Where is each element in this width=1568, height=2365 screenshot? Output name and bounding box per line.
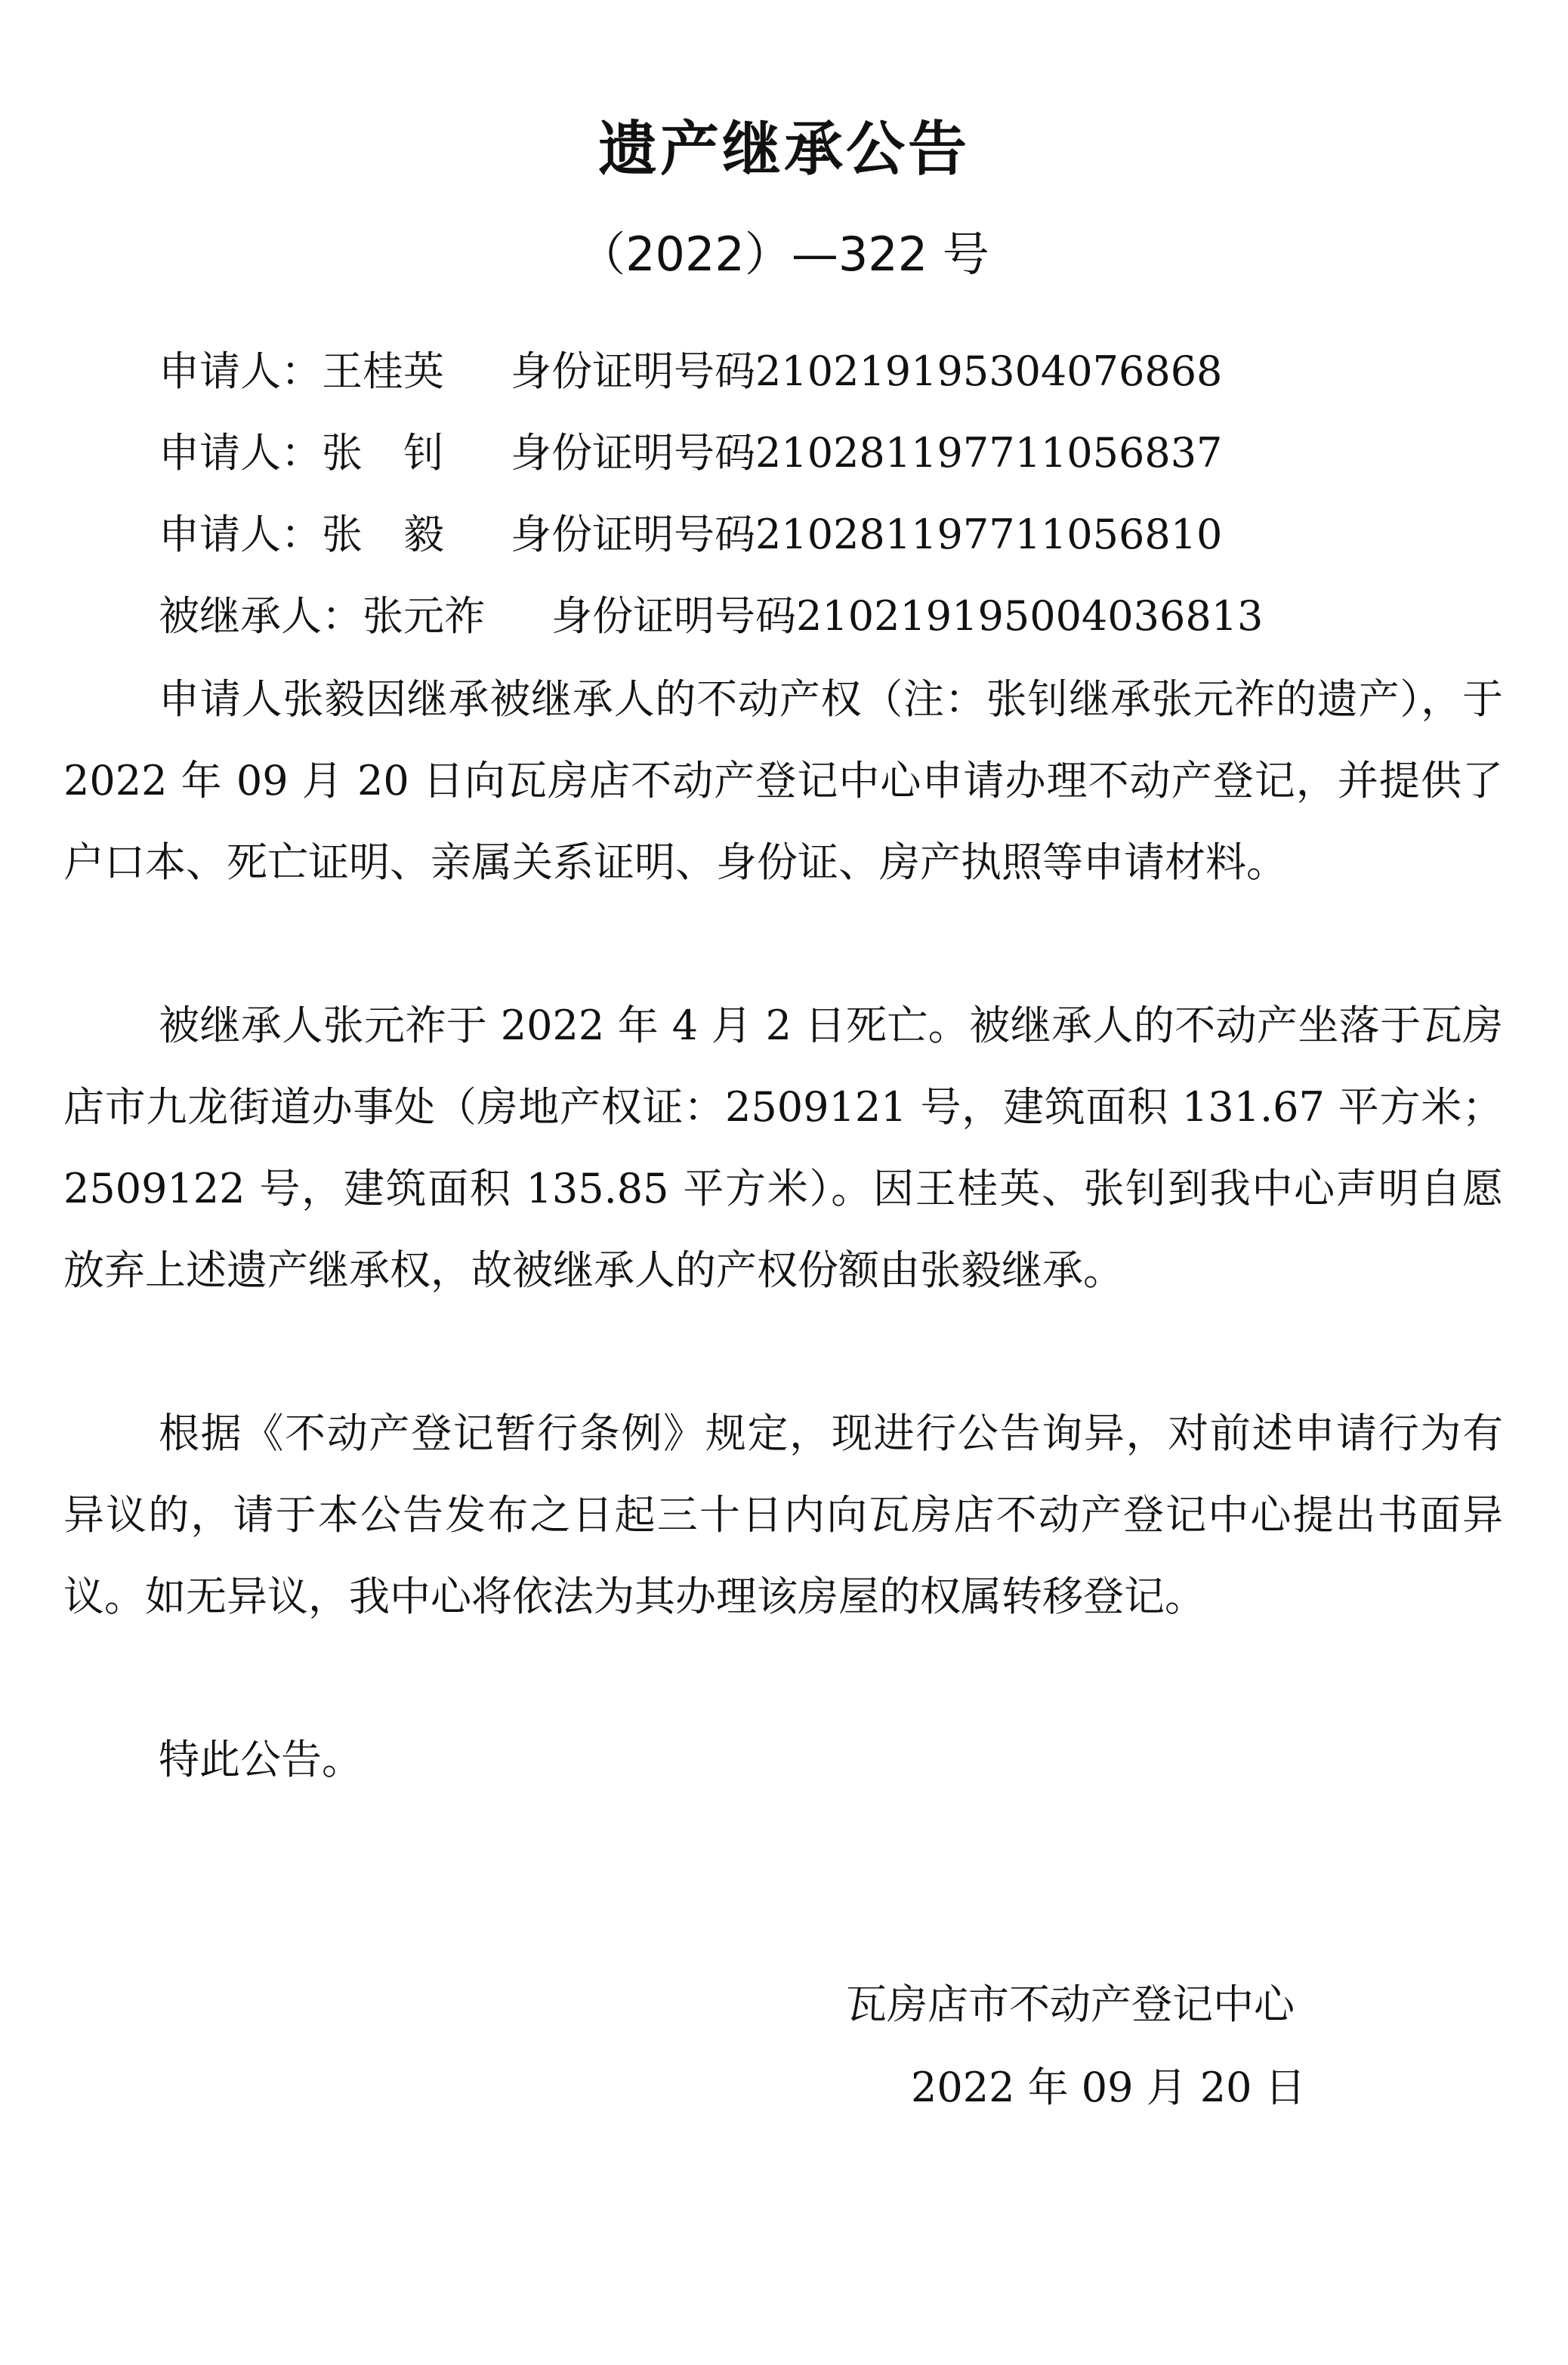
party-name: 王桂英: [322, 347, 444, 395]
party-line: [159, 505, 1222, 565]
id-label: 身份证明号码: [511, 429, 755, 477]
id-label: 身份证明号码: [511, 511, 755, 558]
issuing-organization: 瓦房店市不动产登记中心: [846, 1981, 1295, 2028]
body-paragraph: 根据《不动产登记暂行条例》规定，现进行公告询异，对前述申请行为有异议的，请于本公告发布之日起三十日内向瓦房店不动产登记中心提出书面异议。如无异议，我中心将依法为其办理该房屋的权属转移登记。: [63, 1409, 1503, 1620]
party-role: 被继承人：: [159, 592, 363, 640]
body-paragraph: 被继承人张元祚于 2022 年 4 月 2 日死亡。被继承人的不动产坐落于瓦房店市九龙街道办事处（房地产权证：2509121 号，建筑面积 131.67 平方米；2509122 号，建筑面积 135.85 平方米）。因王桂英、张钊到我中心声明自愿放弃上述遗产继承权，故被继承人的产权份额由张毅继承。: [63, 1002, 1503, 1294]
party-role: 申请人：: [159, 511, 322, 558]
body-paragraph: 特此公告。: [159, 1736, 363, 1783]
id-number: 210219195004036813: [796, 592, 1264, 640]
body-paragraph: 申请人张毅因继承被继承人的不动产权（注：张钊继承张元祚的遗产），于 2022 年 09 月 20 日向瓦房店不动产登记中心申请办理不动产登记，并提供了户口本、死亡证明、亲属关系证明、身份证、房产执照等申请材料。: [63, 675, 1503, 886]
id-label: 身份证明号码: [551, 592, 796, 640]
id-number: 210281197711056810: [755, 511, 1223, 558]
id-number: 210281197711056837: [755, 429, 1223, 477]
id-label: 身份证明号码: [511, 347, 755, 395]
party-line: [159, 423, 1222, 483]
id-number: 210219195304076868: [755, 347, 1223, 395]
notice-title: 遗产继承公告: [597, 116, 970, 184]
document-number: （2022）—322 号: [579, 227, 989, 282]
party-name: 张元祚: [363, 592, 485, 640]
party-role: 申请人：: [159, 347, 322, 395]
party-line: [159, 586, 1263, 647]
issue-date: 2022 年 09 月 20 日: [911, 2064, 1306, 2111]
party-line: [159, 341, 1222, 402]
party-name: 张 毅: [322, 511, 444, 558]
party-role: 申请人：: [159, 429, 322, 477]
party-name: 张 钊: [322, 429, 444, 477]
